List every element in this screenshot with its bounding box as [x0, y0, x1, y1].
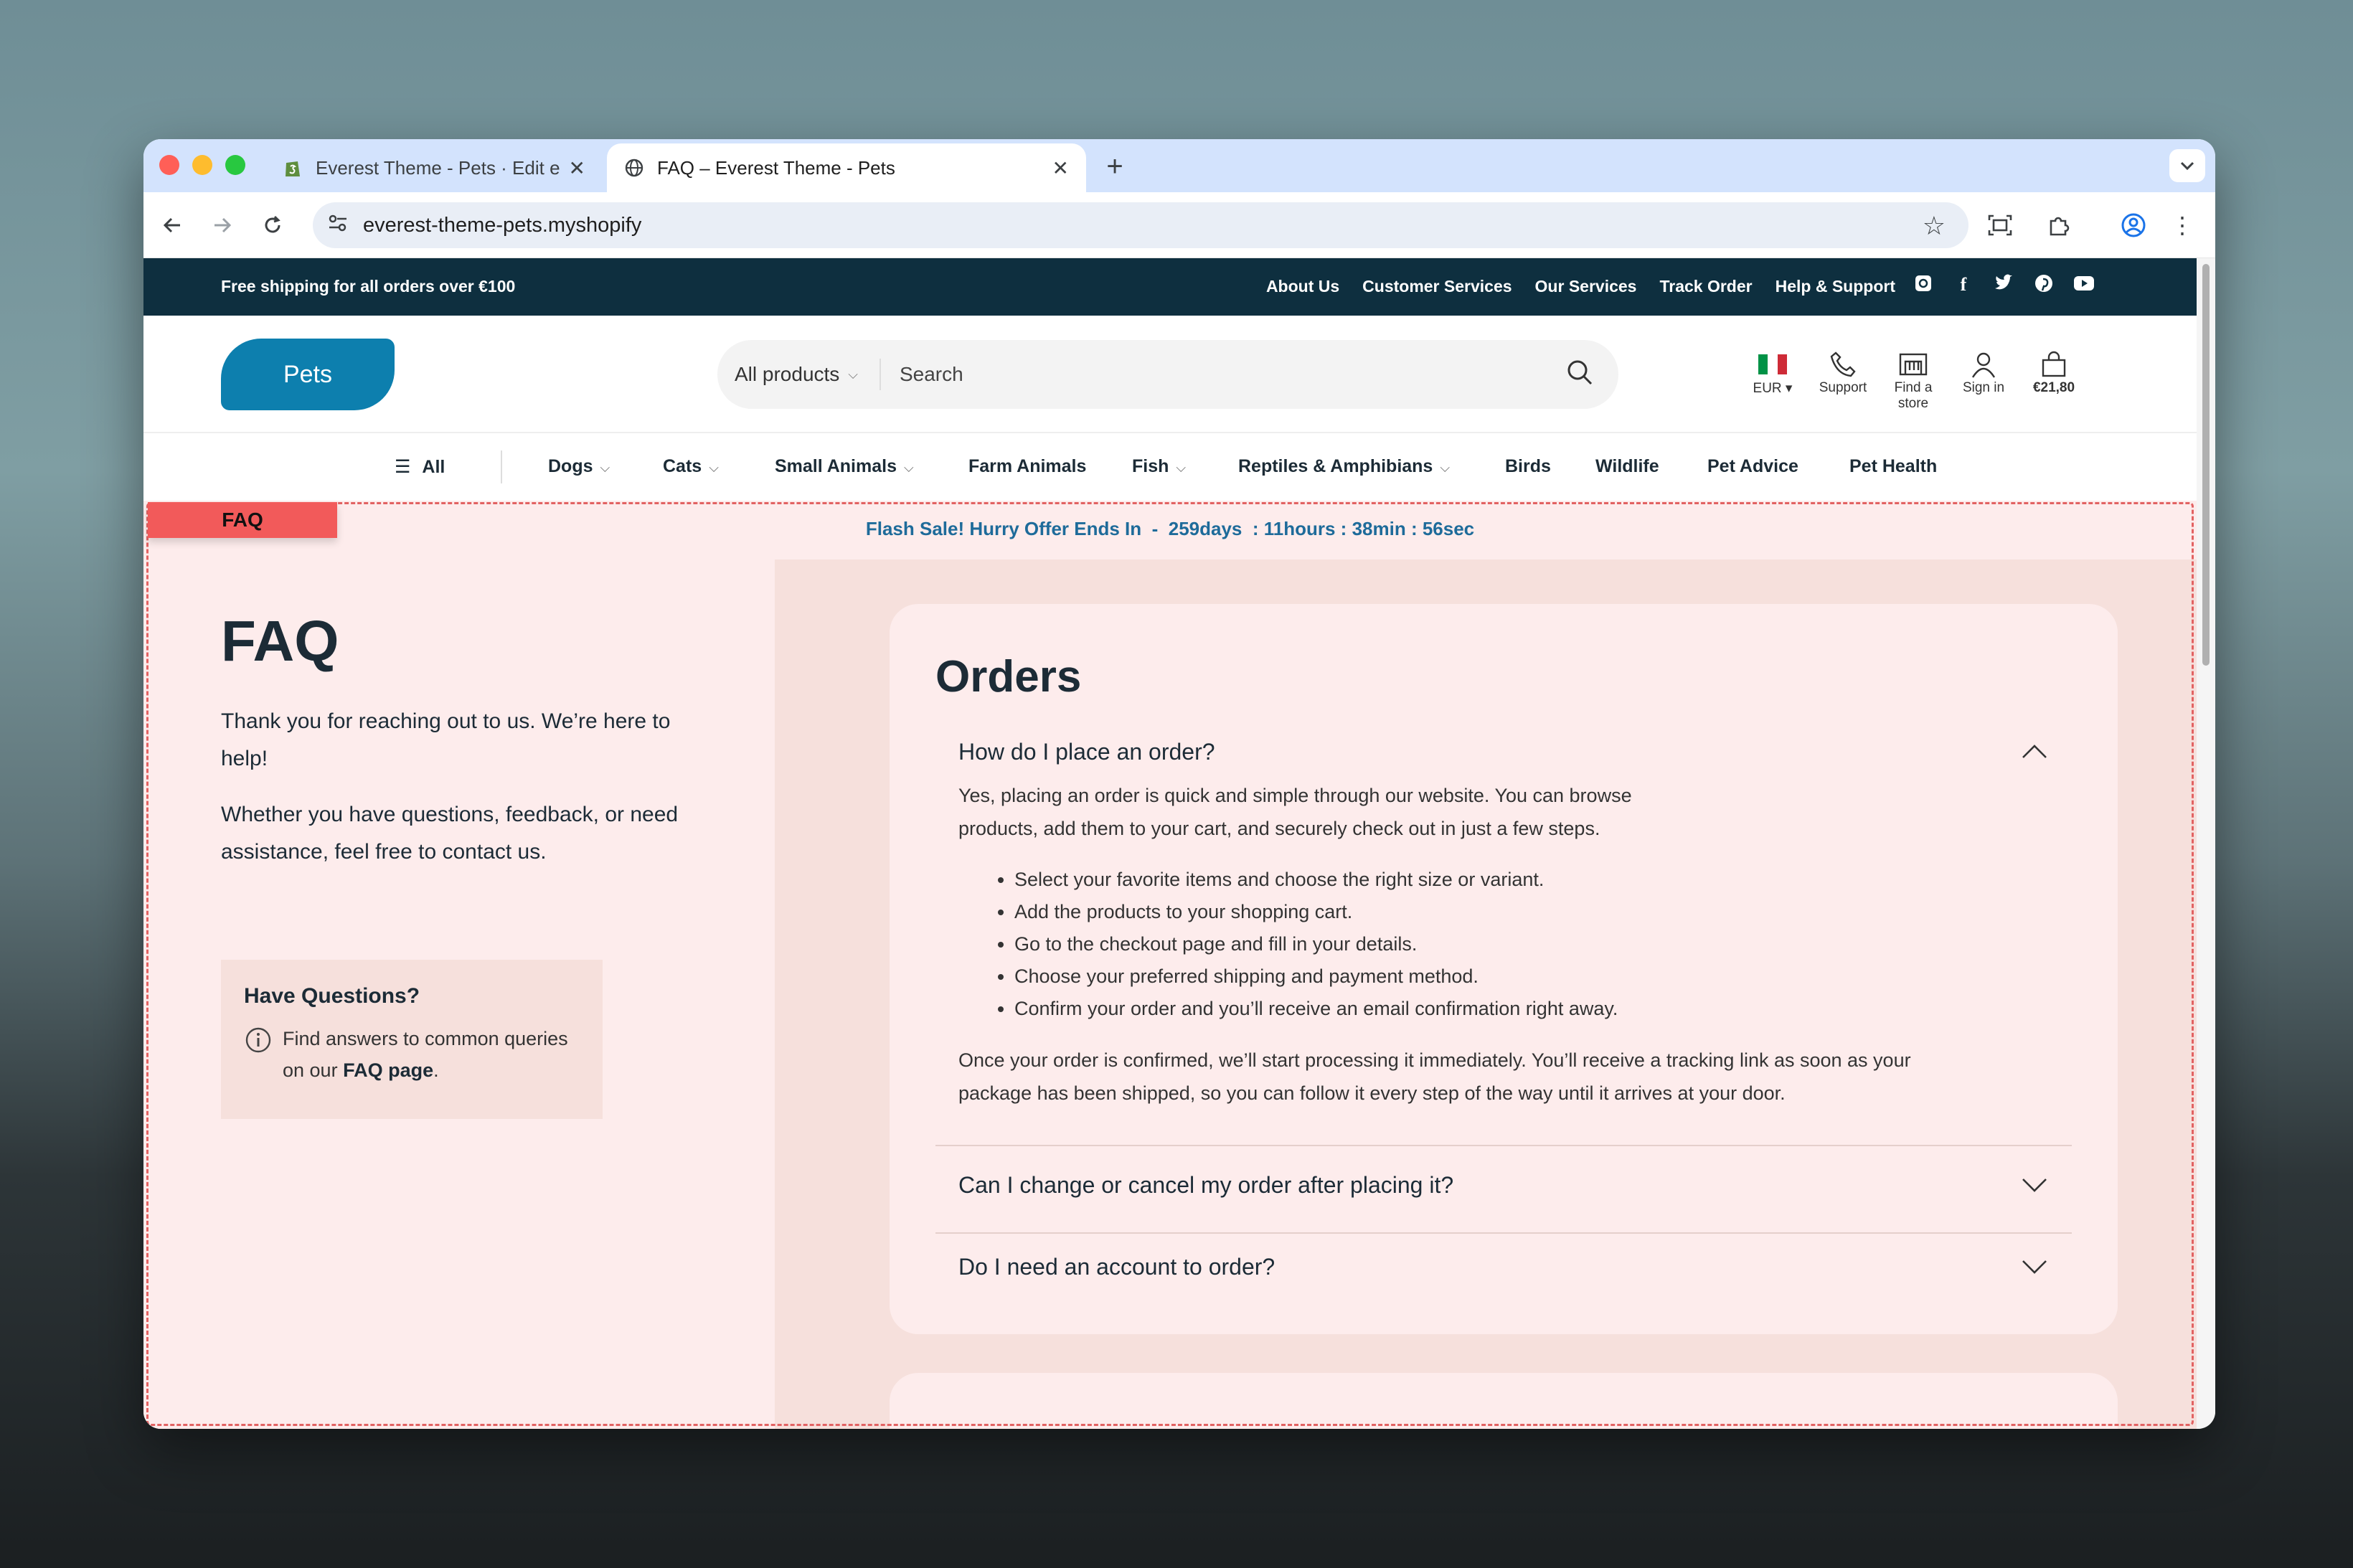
chevron-down-icon — [2020, 1176, 2049, 1194]
pinterest-icon[interactable] — [2033, 274, 2055, 298]
nav-label: Wildlife — [1595, 456, 1659, 476]
answer-outro: Once your order is confirmed, we’ll start processing it immediately. You’ll receive a tracking link as soon as your package has been shipped, so you can follow it every step of the way until it arrives at your door. — [958, 1049, 1911, 1104]
chevron-down-icon — [2020, 1258, 2049, 1275]
page-title: FAQ — [221, 609, 339, 673]
search-bar[interactable] — [717, 340, 1618, 409]
nav-reptiles[interactable] — [1238, 456, 1450, 477]
arrow-right-icon — [212, 214, 233, 236]
chevron-up-icon — [2020, 743, 2049, 760]
cart-total: €21,80 — [2032, 380, 2075, 395]
instagram-icon[interactable] — [1913, 274, 1934, 298]
minimize-window-button[interactable] — [192, 155, 212, 175]
site-logo[interactable]: Pets — [221, 339, 395, 410]
search-category-label: All products — [735, 363, 840, 385]
info-icon — [244, 1026, 273, 1054]
twitter-icon[interactable] — [1993, 274, 2014, 298]
nav-divider — [501, 450, 502, 483]
nav-label: Fish — [1132, 456, 1169, 476]
nav-label: Pet Health — [1849, 456, 1938, 476]
maximize-window-button[interactable] — [225, 155, 245, 175]
intro-paragraph-1: Thank you for reaching out to us. We’re here to help! — [221, 709, 671, 770]
italy-flag-icon — [1758, 354, 1787, 374]
answer-steps — [1014, 864, 2049, 1025]
faq-question: How do I place an order? — [958, 738, 1215, 765]
nav-pet-advice[interactable] — [1707, 456, 1798, 477]
find-store-label: Find a store — [1894, 380, 1933, 411]
currency-selector[interactable]: EUR ▾ — [1737, 349, 1808, 412]
youtube-icon[interactable] — [2073, 274, 2095, 298]
help-text: Find answers to common queries on our — [283, 1028, 568, 1081]
faq-item-open — [935, 730, 2072, 1110]
nav-wildlife[interactable] — [1595, 456, 1659, 477]
sign-in-link[interactable] — [1948, 349, 2019, 412]
tab-faq[interactable] — [607, 143, 1086, 192]
link-track-order[interactable]: Track Order — [1659, 277, 1753, 296]
nav-label: Pet Advice — [1707, 456, 1798, 476]
faq-question-toggle[interactable] — [935, 1163, 2072, 1206]
nav-farm-animals[interactable] — [968, 456, 1086, 477]
list-item: • Choose your preferred shipping and payment method. — [1014, 960, 2049, 993]
extensions-icon[interactable] — [2042, 208, 2076, 242]
chevron-down-icon: ⌵ — [903, 461, 914, 475]
nav-label: Farm Animals — [968, 456, 1087, 476]
countdown-hours: 11hours — [1263, 518, 1336, 539]
arrow-left-icon — [161, 214, 183, 236]
faq-item — [935, 1245, 2072, 1288]
forward-button[interactable] — [207, 209, 238, 241]
list-item: • Confirm your order and you’ll receive an email confirmation right away. — [1014, 993, 2049, 1025]
flash-sale-label: Flash Sale! Hurry Offer Ends In — [865, 518, 1142, 539]
support-link[interactable] — [1808, 349, 1878, 412]
answer-intro: Yes, placing an order is quick and simple through our website. You can browse products, add them to your cart, and securely check out in just a few steps. — [958, 785, 1632, 839]
nav-fish[interactable] — [1132, 456, 1186, 477]
search-input[interactable]: Search — [899, 363, 963, 385]
site-settings-icon[interactable] — [327, 214, 349, 237]
countdown-seconds: 56sec — [1422, 518, 1475, 539]
flash-sale-banner: Flash Sale! Hurry Offer Ends In - 259days : 11hours : 38min : 56sec — [865, 518, 1475, 539]
chevron-down-icon — [2179, 161, 2195, 171]
chevron-down-icon: ⌵ — [600, 461, 610, 475]
intro-paragraph-2: Whether you have questions, feedback, or need assistance, feel free to contact us. — [221, 803, 679, 864]
shipping-message: Free shipping for all orders over €100 — [221, 277, 516, 296]
reload-button[interactable] — [257, 209, 288, 241]
flash-sale-dash: - — [1151, 518, 1159, 539]
new-tab-button[interactable]: + — [1106, 150, 1123, 182]
find-store-link[interactable] — [1878, 349, 1948, 412]
back-button[interactable] — [156, 209, 188, 241]
faq-question-toggle[interactable] — [935, 1245, 2072, 1288]
cart-link[interactable] — [2019, 349, 2089, 412]
link-help-support[interactable]: Help & Support — [1775, 277, 1895, 296]
link-customer-services[interactable]: Customer Services — [1362, 277, 1512, 296]
bookmark-star-icon[interactable]: ☆ — [1922, 211, 1946, 240]
list-item: • Add the products to your shopping cart. — [1014, 896, 2049, 928]
browser-toolbar — [143, 192, 2215, 258]
shopping-bag-icon — [2040, 350, 2068, 379]
faq-divider — [935, 1232, 2072, 1234]
close-tab-icon[interactable]: ✕ — [1052, 156, 1069, 179]
tab-title: FAQ – Everest Theme - Pets — [657, 156, 895, 179]
category-nav — [143, 433, 2197, 501]
web-page — [143, 258, 2197, 1429]
nav-cats[interactable] — [663, 456, 719, 477]
nav-label: Cats — [663, 456, 702, 476]
browser-window — [143, 139, 2215, 1429]
reload-icon — [262, 214, 283, 236]
url-text: everest-theme-pets.myshopify — [363, 213, 642, 237]
faq-page-link[interactable]: FAQ page — [343, 1059, 434, 1081]
link-our-services[interactable]: Our Services — [1534, 277, 1637, 296]
scrollbar-thumb[interactable] — [2202, 264, 2210, 666]
support-label: Support — [1819, 380, 1867, 395]
menu-icon: ☰ — [395, 457, 411, 477]
tab-search-button[interactable] — [2169, 149, 2205, 182]
tab-shopify-editor[interactable] — [265, 143, 603, 192]
countdown-days: 259days — [1168, 518, 1242, 539]
faq-item — [935, 1163, 2072, 1206]
section-label-tag[interactable]: FAQ — [148, 502, 337, 538]
tab-strip — [143, 139, 2215, 192]
address-bar[interactable] — [313, 202, 1968, 248]
nav-all-label: All — [422, 457, 445, 477]
nav-birds[interactable] — [1505, 456, 1551, 477]
globe-icon — [624, 158, 644, 178]
header-actions — [1737, 349, 2089, 412]
browser-menu-icon[interactable]: ⋮ — [2171, 212, 2194, 238]
faq-question: Can I change or cancel my order after placing it? — [958, 1171, 1454, 1198]
nav-label: Reptiles & Amphibians — [1238, 456, 1433, 476]
search-icon[interactable] — [1565, 358, 1594, 392]
have-questions-box — [221, 960, 603, 1119]
faq-question-toggle[interactable] — [935, 730, 2072, 773]
site-header — [143, 316, 2197, 433]
help-text-end: . — [433, 1059, 439, 1081]
store-icon — [1898, 351, 1928, 377]
faq-answer — [935, 779, 2072, 1110]
next-faq-card — [890, 1373, 2118, 1429]
list-item: • Select your favorite items and choose the right size or variant. — [1014, 864, 2049, 896]
shopify-icon — [283, 158, 303, 178]
chevron-down-icon: ⌵ — [1176, 461, 1187, 475]
currency-label: EUR — [1753, 381, 1782, 396]
nav-pet-health[interactable] — [1849, 456, 1937, 477]
have-questions-title: Have Questions? — [244, 984, 420, 1008]
sign-in-label: Sign in — [1962, 380, 2005, 395]
nav-label: Birds — [1505, 456, 1551, 476]
link-about-us[interactable]: About Us — [1265, 277, 1340, 296]
countdown-minutes: 38min — [1352, 518, 1406, 539]
facebook-icon[interactable]: f — [1960, 274, 1967, 295]
faq-section — [143, 501, 2197, 1429]
chevron-down-icon: ⌵ — [848, 367, 858, 382]
chevron-down-icon: ⌵ — [1440, 461, 1450, 475]
user-icon — [1969, 350, 1998, 379]
search-category-select[interactable] — [717, 359, 881, 390]
social-links — [1913, 274, 2095, 298]
tab-title: Everest Theme - Pets · Edit e — [316, 156, 560, 179]
faq-question: Do I need an account to order? — [958, 1253, 1275, 1280]
profile-icon[interactable] — [2116, 208, 2151, 242]
faq-divider — [935, 1145, 2072, 1146]
phone-icon — [1829, 350, 1857, 379]
nav-all[interactable] — [395, 456, 445, 478]
close-window-button[interactable] — [159, 155, 179, 175]
screen-capture-icon[interactable] — [1983, 208, 2017, 242]
nav-dogs[interactable] — [548, 456, 610, 477]
close-tab-icon[interactable]: ✕ — [568, 156, 585, 179]
nav-label: Small Animals — [775, 456, 897, 476]
page-scrollbar[interactable] — [2197, 258, 2215, 1429]
nav-label: Dogs — [548, 456, 593, 476]
nav-small-animals[interactable] — [775, 456, 914, 477]
orders-faq-card — [890, 604, 2118, 1334]
announcement-bar — [143, 258, 2197, 316]
chevron-down-icon: ⌵ — [709, 461, 719, 475]
list-item: • Go to the checkout page and fill in your details. — [1014, 928, 2049, 960]
top-links — [1266, 277, 1895, 296]
faq-intro — [221, 608, 680, 889]
orders-heading: Orders — [935, 652, 1082, 702]
